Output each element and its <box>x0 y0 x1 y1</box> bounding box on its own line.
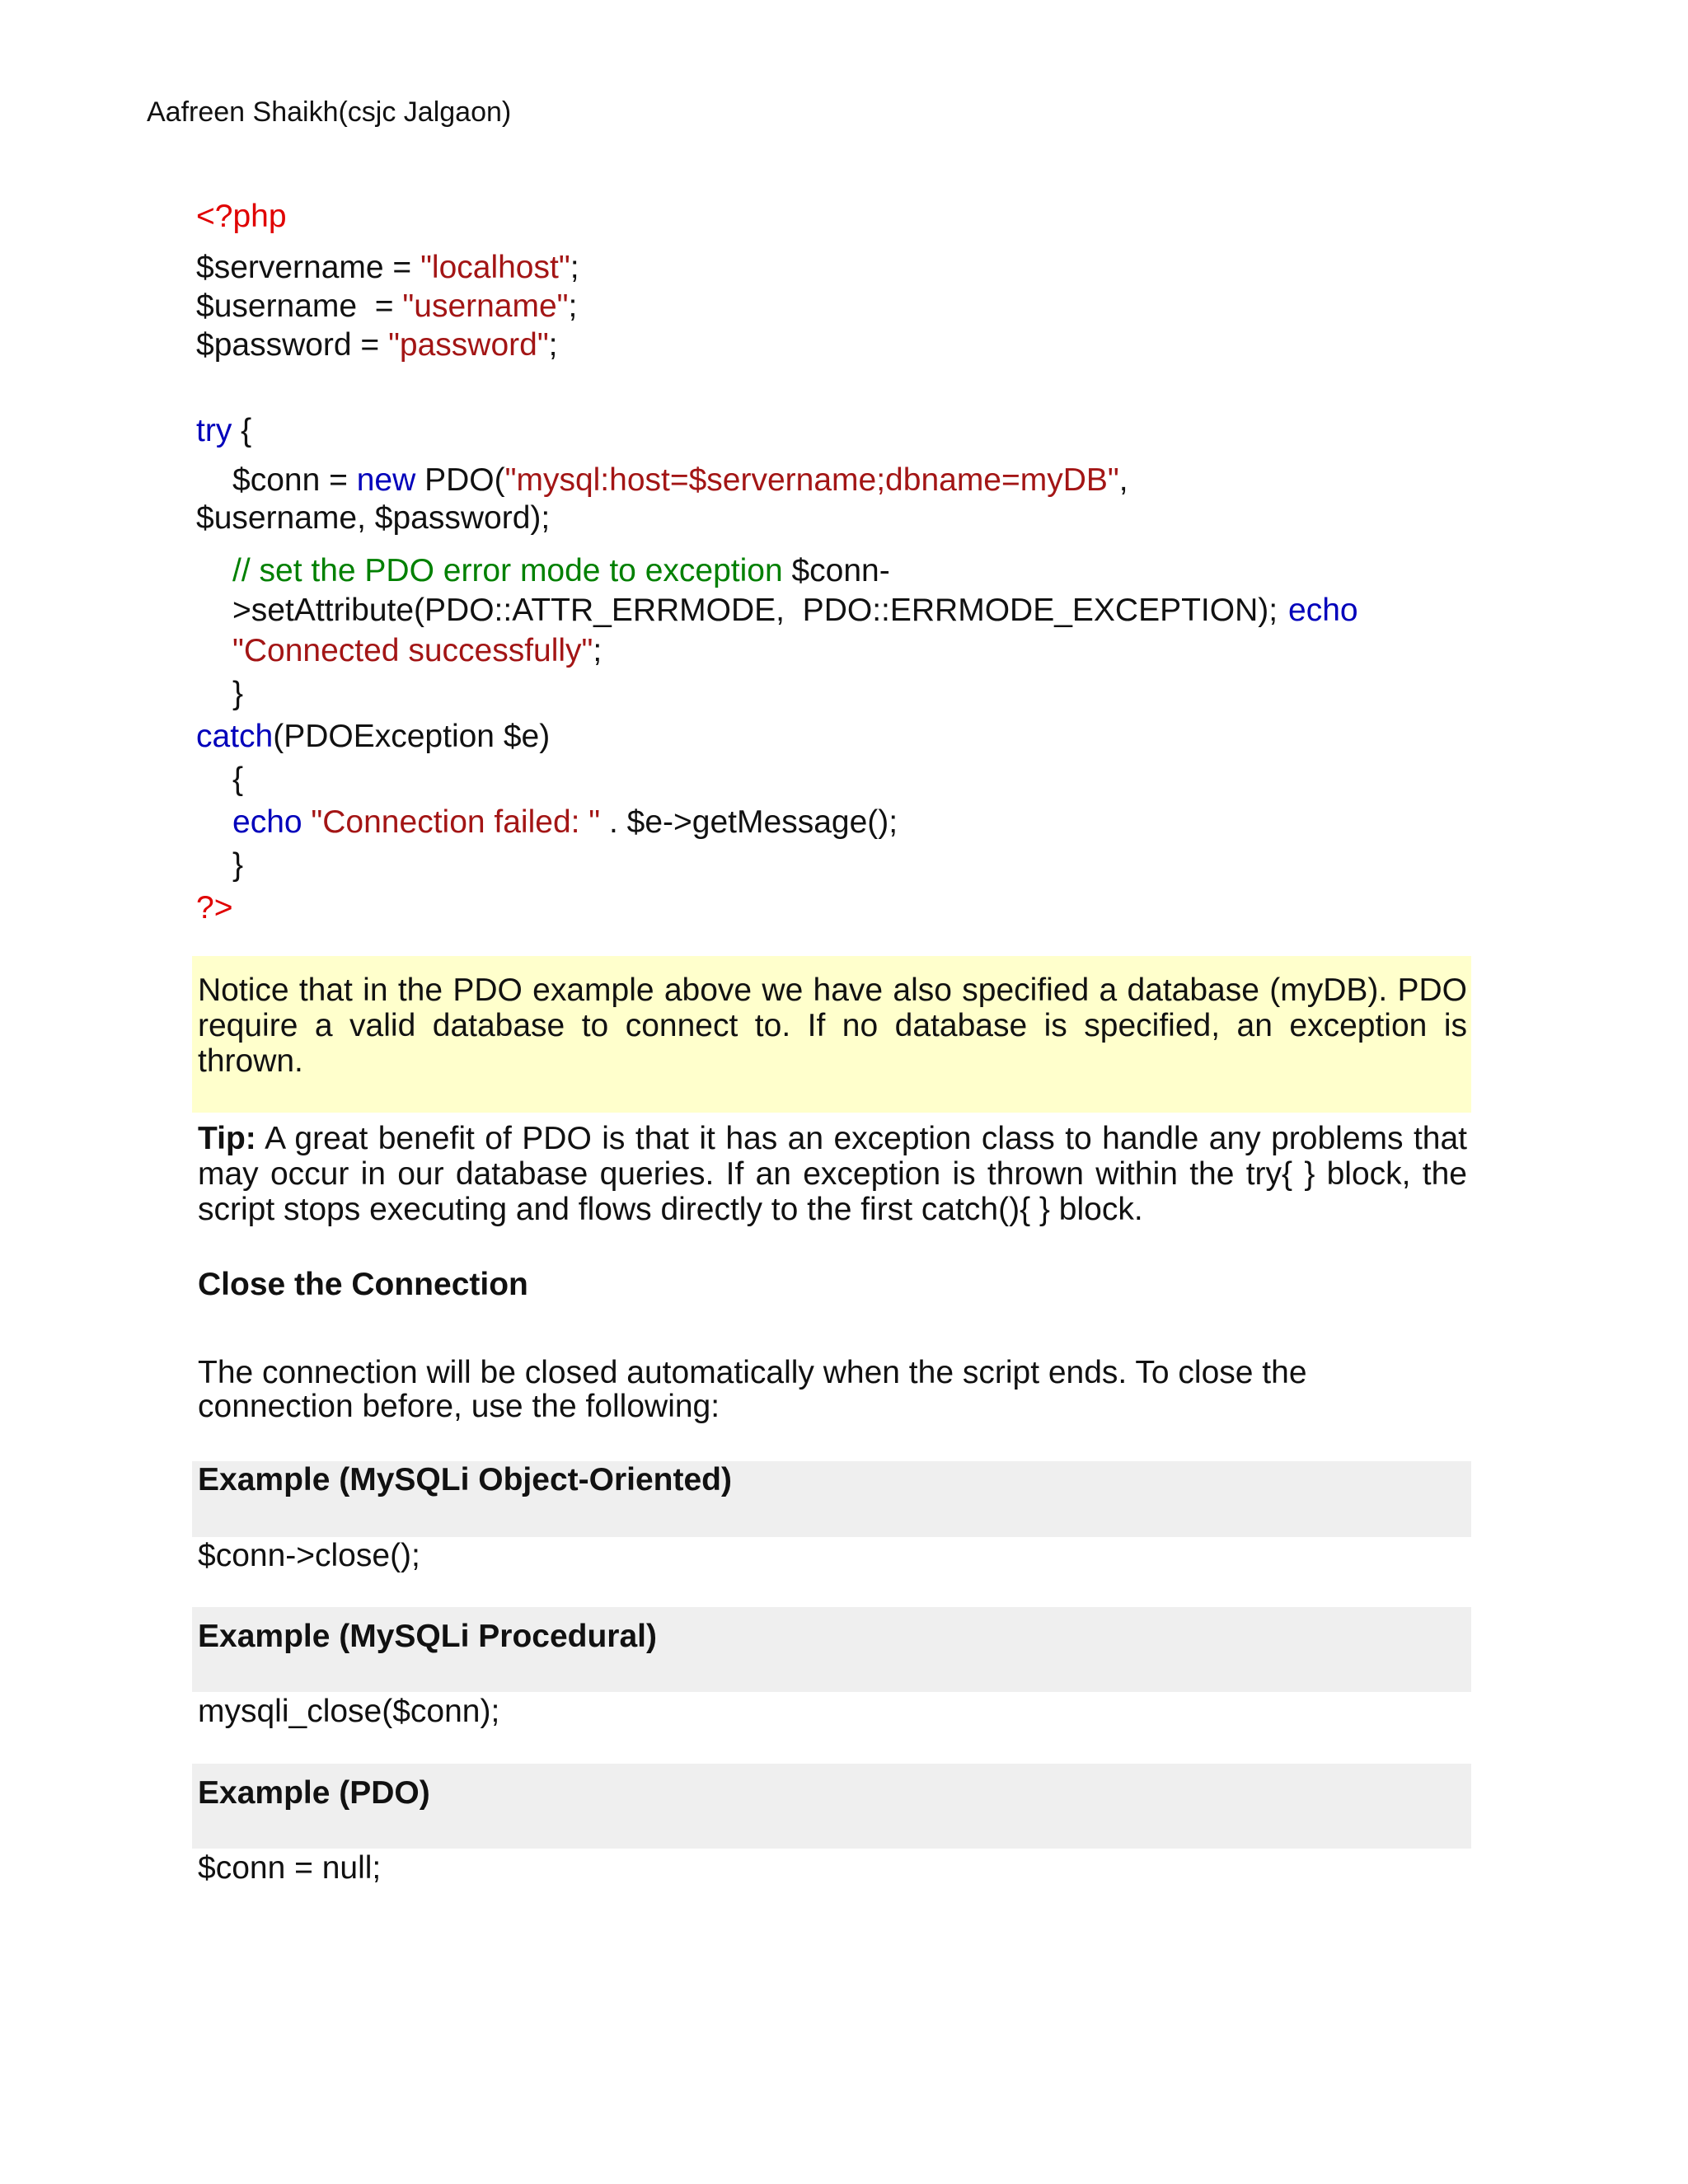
code-line-catch <box>196 720 550 752</box>
code-token: $conn = <box>232 462 357 498</box>
code-token-echo: echo <box>1288 593 1358 628</box>
section-body-line-2: connection before, use the following: <box>198 1389 720 1424</box>
code-token: "mysql:host=$servername;dbname=myDB" <box>504 462 1119 498</box>
code-token: catch <box>196 719 274 754</box>
example-title: Example (PDO) <box>198 1775 430 1811</box>
page-header-author: Aafreen Shaikh(csjc Jalgaon) <box>147 96 512 128</box>
code-token: ; <box>593 633 603 668</box>
php-close-tag: ?> <box>196 890 233 926</box>
code-token: "password" <box>388 327 549 363</box>
code-line-echo-failed <box>232 806 898 838</box>
code-token: , <box>1118 462 1128 498</box>
note-text: Notice that in the PDO example above we have also specified a database (myDB). PDO require a valid database to connect to. If no database is specified, an exception is thrown. <box>198 972 1467 1079</box>
code-line-close-brace-2: } <box>232 847 244 883</box>
code-token: (PDOException $e) <box>273 719 551 754</box>
code-line-setattribute <box>232 594 1278 626</box>
code-token: ; <box>568 288 578 324</box>
code-token: $password = <box>196 327 389 363</box>
tip-label: Tip: <box>198 1121 256 1156</box>
section-heading: Close the Connection <box>198 1267 528 1302</box>
code-token: $conn- <box>782 553 890 588</box>
code-token: "username" <box>402 288 569 324</box>
example-title: Example (MySQLi Object-Oriented) <box>198 1462 732 1497</box>
code-line-try <box>196 415 251 447</box>
code-token: new <box>356 462 416 498</box>
code-line-conn-args: $username, $password); <box>196 500 551 536</box>
section-body-line-1: The connection will be closed automatically when the script ends. To close the <box>198 1355 1307 1390</box>
code-line-servername <box>196 251 579 284</box>
code-line-password <box>196 329 558 361</box>
code-token <box>302 804 312 840</box>
code-token: ; <box>570 250 579 285</box>
code-line-comment <box>232 555 890 587</box>
code-token: . $e->getMessage(); <box>600 804 898 840</box>
code-line-success <box>232 635 602 667</box>
code-comment: // set the PDO error mode to exception <box>232 553 783 588</box>
php-open-tag: <?php <box>196 199 287 234</box>
example-code: $conn->close(); <box>198 1538 420 1573</box>
code-line-open-brace: { <box>232 762 244 797</box>
code-line-username <box>196 290 577 322</box>
code-token: >setAttribute(PDO::ATTR_ERRMODE, PDO::ERRMODE_EXCEPTION); <box>232 593 1278 628</box>
code-token: echo <box>232 804 302 840</box>
code-token: "Connection failed: " <box>311 804 601 840</box>
code-token: $username = <box>196 288 403 324</box>
code-token: PDO( <box>415 462 505 498</box>
code-token: try <box>196 413 232 448</box>
tip-text: A great benefit of PDO is that it has an exception class to handle any problems that may occur in our database queries. If an exception is thrown within the try{ } block, the script stops executing and flows directly to the first catch(){ } block. <box>198 1121 1467 1227</box>
code-token: "Connected successfully" <box>232 633 593 668</box>
example-code: $conn = null; <box>198 1850 382 1886</box>
code-token: { <box>232 413 252 448</box>
example-title: Example (MySQLi Procedural) <box>198 1619 657 1654</box>
code-token: "localhost" <box>420 250 570 285</box>
code-token: ; <box>548 327 558 363</box>
code-line-close-brace: } <box>232 676 244 711</box>
example-code: mysqli_close($conn); <box>198 1694 500 1729</box>
code-token: $servername = <box>196 250 421 285</box>
code-line-conn <box>232 464 1128 496</box>
tip-paragraph <box>198 1121 1467 1227</box>
